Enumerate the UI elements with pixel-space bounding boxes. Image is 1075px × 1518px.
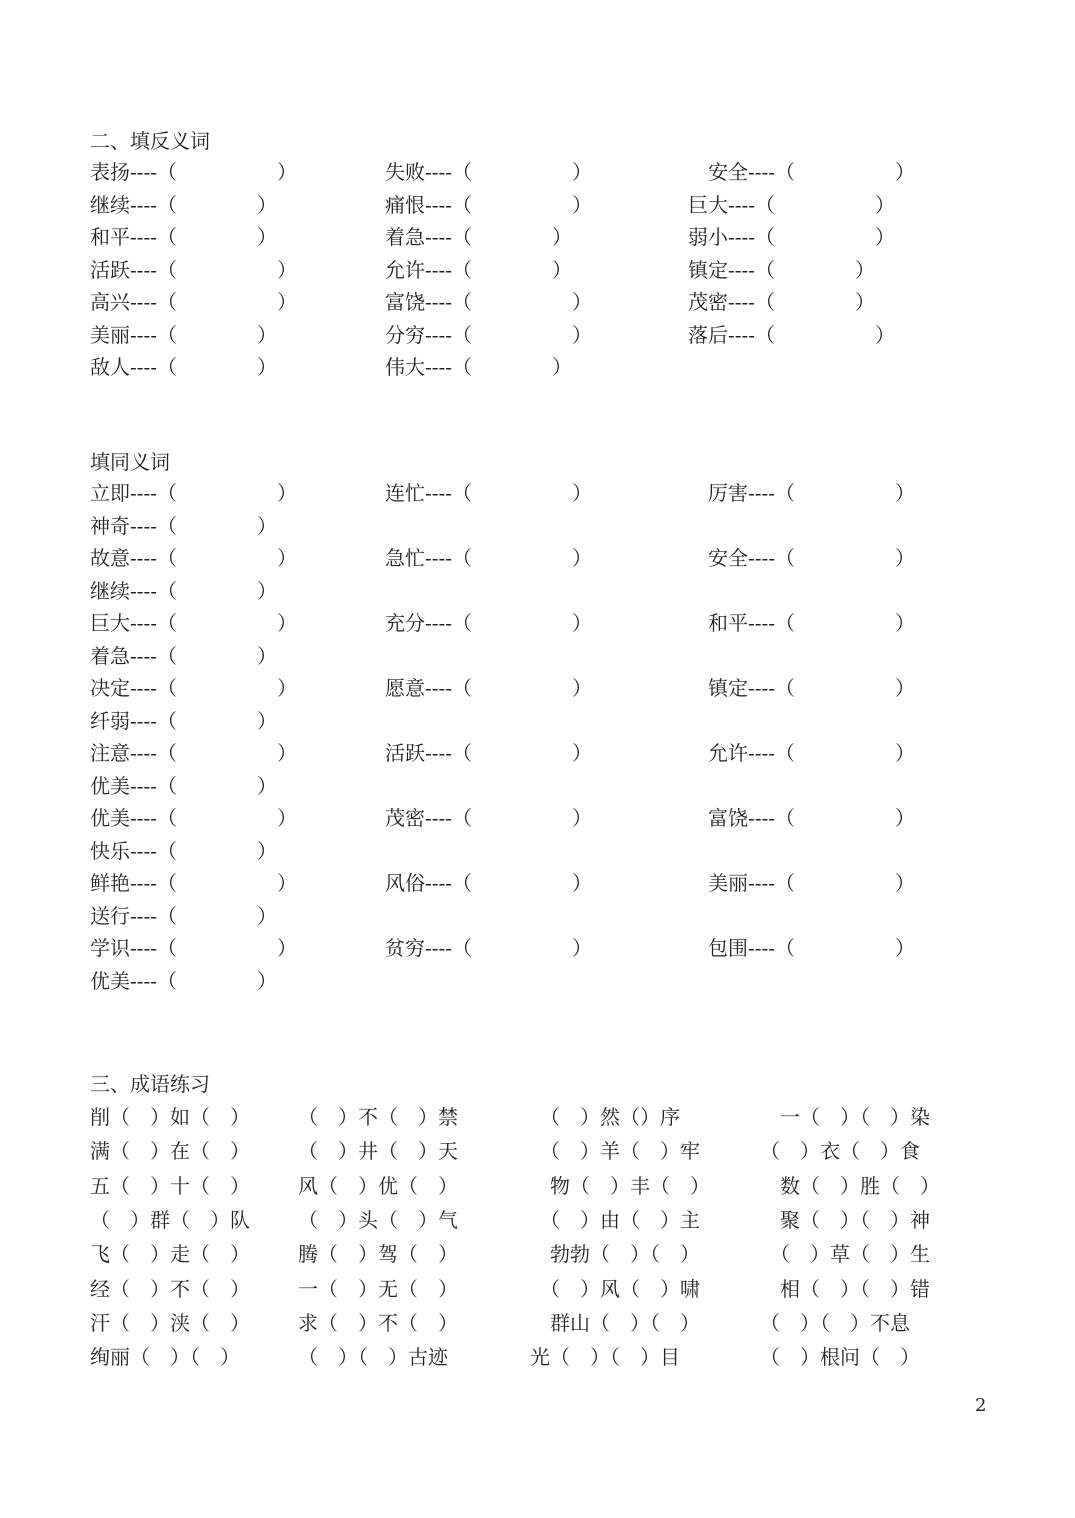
- exercise-item: 贫穷----（ ）: [385, 936, 593, 960]
- exercise-item: 镇定----（ ）: [688, 676, 916, 700]
- exercise-item: 弱小----（ ）: [688, 225, 896, 249]
- exercise-item: 愿意----（ ）: [385, 676, 593, 700]
- exercise-item: 群山（ ）（ ）: [530, 1310, 700, 1335]
- antonym-row: [90, 351, 990, 381]
- exercise-item: 优美----（ ）: [90, 968, 278, 993]
- exercise-item: 送行----（ ）: [90, 903, 278, 928]
- exercise-item: 痛恨----（ ）: [385, 192, 593, 217]
- synonym-row: [90, 640, 990, 670]
- exercise-item: 风俗----（ ）: [385, 871, 593, 895]
- antonym-row: [90, 286, 990, 316]
- section-idioms-title: 三、成语练习: [90, 1072, 210, 1096]
- exercise-item: 巨大----（ ）: [90, 611, 298, 635]
- exercise-item: 经（ ）不（ ）: [90, 1276, 250, 1301]
- exercise-item: （ ）衣（ ）食: [760, 1139, 920, 1164]
- exercise-item: 包围----（ ）: [688, 936, 916, 960]
- exercise-item: 巨大----（ ）: [688, 192, 896, 217]
- synonym-row: [90, 802, 990, 832]
- exercise-item: 注意----（ ）: [90, 741, 298, 765]
- exercise-item: 汗（ ）浃（ ）: [90, 1310, 250, 1335]
- exercise-item: 求（ ）不（ ）: [298, 1310, 458, 1335]
- exercise-item: 连忙----（ ）: [385, 481, 593, 505]
- exercise-item: 腾（ ）驾（ ）: [298, 1242, 458, 1267]
- idiom-row: [90, 1238, 990, 1268]
- exercise-item: 急忙----（ ）: [385, 546, 593, 570]
- idiom-row: [90, 1101, 990, 1131]
- antonym-row: [90, 254, 990, 284]
- exercise-item: 安全----（ ）: [688, 160, 916, 184]
- exercise-item: （ ）根问（ ）: [760, 1345, 920, 1370]
- idiom-row: [90, 1341, 990, 1371]
- exercise-item: （ ）然（）序: [530, 1105, 680, 1129]
- synonym-row: [90, 737, 990, 767]
- antonym-row: [90, 221, 990, 251]
- idiom-row: [90, 1170, 990, 1200]
- exercise-item: 美丽----（ ）: [688, 871, 916, 895]
- exercise-item: 着急----（ ）: [90, 643, 278, 668]
- exercise-item: （ ）（ ）不息: [760, 1310, 910, 1335]
- exercise-item: 活跃----（ ）: [385, 741, 593, 765]
- idiom-row: [90, 1307, 990, 1337]
- section-antonyms-title: 二、填反义词: [90, 129, 210, 153]
- exercise-item: 五（ ）十（ ）: [90, 1173, 250, 1198]
- exercise-item: 允许----（ ）: [688, 741, 916, 765]
- page-number: 2: [975, 1395, 987, 1416]
- synonym-row: [90, 900, 990, 930]
- exercise-item: （ ）不（ ）禁: [298, 1105, 458, 1129]
- exercise-item: 物（ ）丰（ ）: [530, 1173, 710, 1198]
- exercise-item: 允许----（ ）: [385, 257, 573, 282]
- exercise-item: 优美----（ ）: [90, 806, 298, 830]
- antonym-row: [90, 156, 990, 186]
- synonym-row: [90, 932, 990, 962]
- exercise-item: （ ）井（ ）天: [298, 1139, 458, 1164]
- exercise-item: 和平----（ ）: [90, 225, 278, 249]
- synonym-row: [90, 705, 990, 735]
- exercise-item: 飞（ ）走（ ）: [90, 1242, 250, 1267]
- exercise-item: 决定----（ ）: [90, 676, 298, 700]
- exercise-item: 故意----（ ）: [90, 546, 298, 570]
- section-synonyms-title: 填同义词: [90, 450, 170, 474]
- exercise-item: 伟大----（ ）: [385, 355, 573, 379]
- exercise-item: 勃勃（ ）（ ）: [530, 1242, 700, 1267]
- exercise-item: 继续----（ ）: [90, 578, 278, 603]
- exercise-item: 削（ ）如（ ）: [90, 1105, 250, 1129]
- exercise-item: 美丽----（ ）: [90, 322, 278, 347]
- idiom-row: [90, 1135, 990, 1165]
- synonym-row: [90, 607, 990, 637]
- exercise-item: 富饶----（ ）: [385, 290, 593, 314]
- antonym-row: [90, 189, 990, 219]
- synonym-row: [90, 477, 990, 507]
- idiom-row: [90, 1273, 990, 1303]
- exercise-item: 充分----（ ）: [385, 611, 593, 635]
- exercise-item: 茂密----（ ）: [385, 806, 593, 830]
- exercise-item: 一（ ）（ ）染: [760, 1105, 930, 1129]
- synonym-row: [90, 510, 990, 540]
- exercise-item: 表扬----（ ）: [90, 160, 298, 184]
- exercise-item: 厉害----（ ）: [688, 481, 916, 505]
- synonym-row: [90, 672, 990, 702]
- exercise-item: （ ）头（ ）气: [298, 1207, 458, 1232]
- exercise-item: 茂密----（ ）: [688, 290, 876, 314]
- synonym-row: [90, 575, 990, 605]
- synonym-row: [90, 542, 990, 572]
- exercise-item: 数（ ）胜（ ）: [760, 1173, 940, 1198]
- synonym-row: [90, 835, 990, 865]
- exercise-item: （ ）由（ ）主: [530, 1207, 700, 1232]
- exercise-item: 鲜艳----（ ）: [90, 871, 298, 895]
- exercise-item: 立即----（ ）: [90, 481, 298, 505]
- exercise-item: 高兴----（ ）: [90, 290, 298, 314]
- exercise-item: 聚（ ）（ ）神: [760, 1207, 930, 1232]
- idiom-row: [90, 1204, 990, 1234]
- exercise-item: 光（ ）（ ）目: [530, 1345, 680, 1370]
- exercise-item: 着急----（ ）: [385, 225, 573, 249]
- exercise-item: （ ）草（ ）生: [760, 1242, 930, 1267]
- exercise-item: 满（ ）在（ ）: [90, 1139, 250, 1164]
- exercise-item: 风（ ）优（ ）: [298, 1173, 458, 1198]
- exercise-item: 快乐----（ ）: [90, 838, 278, 863]
- exercise-item: 活跃----（ ）: [90, 257, 298, 282]
- exercise-item: 落后----（ ）: [688, 322, 896, 347]
- exercise-item: 安全----（ ）: [688, 546, 916, 570]
- exercise-item: 继续----（ ）: [90, 192, 278, 217]
- exercise-item: 分穷----（ ）: [385, 322, 593, 347]
- exercise-item: 优美----（ ）: [90, 773, 278, 798]
- exercise-item: 神奇----（ ）: [90, 513, 278, 538]
- exercise-item: （ ）（ ）古迹: [298, 1345, 448, 1370]
- exercise-item: 富饶----（ ）: [688, 806, 916, 830]
- synonym-row: [90, 770, 990, 800]
- exercise-item: 和平----（ ）: [688, 611, 916, 635]
- exercise-item: （ ）羊（ ）牢: [530, 1139, 700, 1164]
- exercise-item: 敌人----（ ）: [90, 355, 278, 379]
- exercise-item: 镇定----（ ）: [688, 257, 876, 282]
- synonym-row: [90, 965, 990, 995]
- exercise-item: （ ）风（ ）啸: [530, 1276, 700, 1301]
- exercise-item: 学识----（ ）: [90, 936, 298, 960]
- exercise-item: 相（ ）（ ）错: [760, 1276, 930, 1301]
- antonym-row: [90, 319, 990, 349]
- exercise-item: 绚丽（ ）（ ）: [90, 1345, 240, 1370]
- exercise-item: 纤弱----（ ）: [90, 708, 278, 733]
- synonym-row: [90, 867, 990, 897]
- exercise-item: 一（ ）无（ ）: [298, 1276, 458, 1301]
- exercise-item: （ ）群（ ）队: [90, 1207, 250, 1232]
- exercise-item: 失败----（ ）: [385, 160, 593, 184]
